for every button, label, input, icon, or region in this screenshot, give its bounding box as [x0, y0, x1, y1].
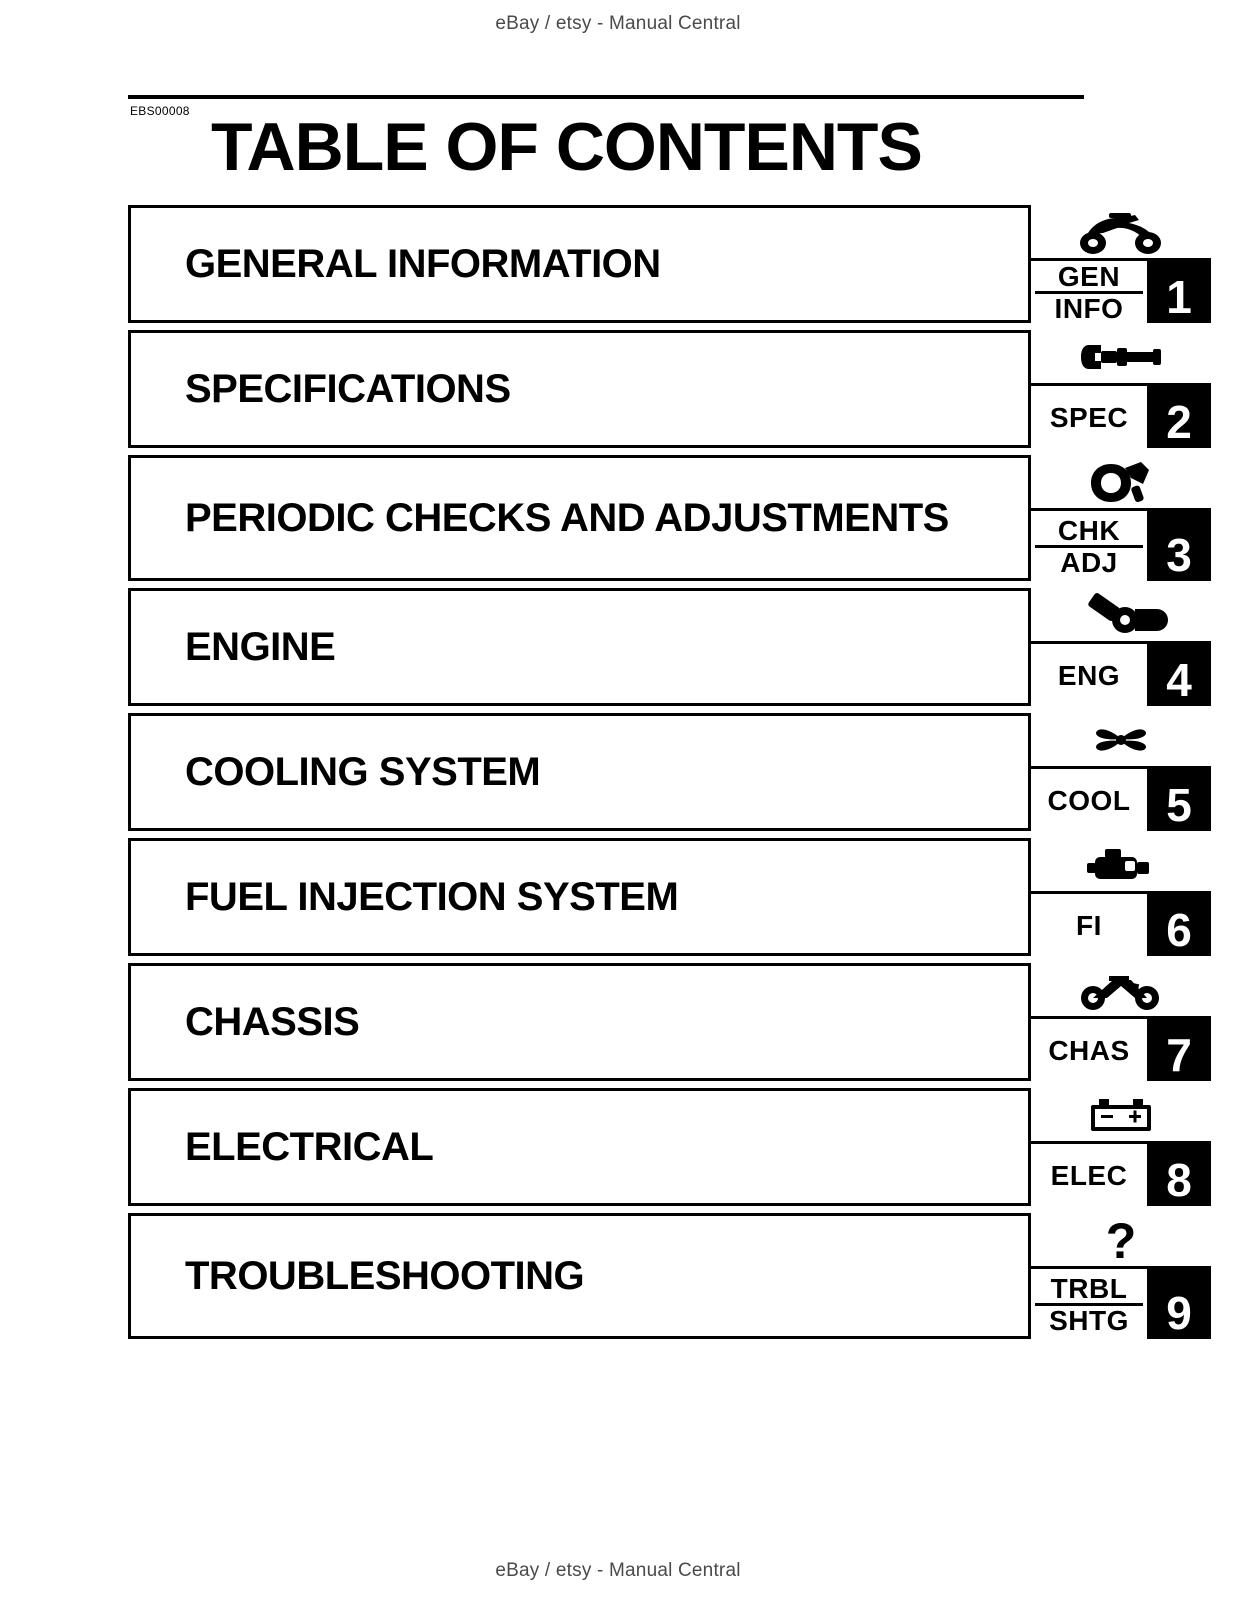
micrometer-icon	[1031, 330, 1211, 386]
toc-section-tab[interactable]	[1031, 1088, 1211, 1206]
toc-tab-number: 2	[1147, 386, 1211, 448]
toc-section-name: TROUBLESHOOTING	[185, 1253, 585, 1298]
toc-row[interactable]	[128, 838, 1211, 956]
toc-tab-abbr-line1: COOL	[1047, 784, 1131, 816]
toc-section-name: GENERAL INFORMATION	[185, 241, 661, 286]
toc-row[interactable]	[128, 330, 1211, 448]
toc-tab-number: 9	[1147, 1269, 1211, 1339]
toc-section-tab[interactable]	[1031, 1213, 1211, 1339]
toc-tab-abbr	[1031, 894, 1147, 956]
toc-tab-bottom	[1031, 1269, 1211, 1339]
toc-section-name: ENGINE	[185, 624, 336, 669]
toc-tab-abbr	[1031, 511, 1147, 581]
toc-tab-bottom	[1031, 769, 1211, 831]
toc-tab-number: 1	[1147, 261, 1211, 323]
toc-tab-abbr	[1031, 644, 1147, 706]
toc-row-label[interactable]	[128, 455, 1031, 581]
toc-tab-number: 6	[1147, 894, 1211, 956]
document-id: EBS00008	[130, 104, 190, 118]
toc-section-tab[interactable]	[1031, 588, 1211, 706]
toc-section-tab[interactable]	[1031, 330, 1211, 448]
toc-section-name: CHASSIS	[185, 999, 360, 1044]
toc-tab-abbr-line1: ELEC	[1050, 1159, 1128, 1191]
toc-section-tab[interactable]	[1031, 455, 1211, 581]
toc-tab-bottom	[1031, 894, 1211, 956]
toc-tab-bottom	[1031, 1144, 1211, 1206]
toc-tab-abbr-line2: ADJ	[1035, 545, 1143, 577]
table-of-contents	[128, 205, 1211, 1339]
wrench-icon	[1031, 455, 1211, 511]
document-page	[128, 95, 1192, 1346]
toc-tab-abbr	[1031, 1144, 1147, 1206]
toc-tab-abbr-line1: TRBL	[1050, 1272, 1128, 1304]
toc-row[interactable]	[128, 588, 1211, 706]
toc-section-tab[interactable]	[1031, 205, 1211, 323]
page-title: TABLE OF CONTENTS	[211, 109, 922, 185]
toc-tab-abbr-line1: CHAS	[1048, 1034, 1130, 1066]
toc-section-name: SPECIFICATIONS	[185, 366, 511, 411]
battery-icon	[1031, 1088, 1211, 1144]
toc-tab-bottom	[1031, 511, 1211, 581]
toc-tab-abbr-line2: INFO	[1035, 291, 1143, 323]
toc-tab-number: 7	[1147, 1019, 1211, 1081]
toc-row[interactable]	[128, 455, 1211, 581]
toc-tab-abbr	[1031, 261, 1147, 323]
toc-tab-bottom	[1031, 261, 1211, 323]
toc-tab-bottom	[1031, 1019, 1211, 1081]
toc-tab-abbr-line1: GEN	[1057, 260, 1121, 292]
toc-row-label[interactable]	[128, 1088, 1031, 1206]
toc-section-tab[interactable]	[1031, 713, 1211, 831]
toc-tab-abbr	[1031, 1019, 1147, 1081]
toc-tab-abbr-line1: SPEC	[1049, 401, 1129, 433]
toc-section-name: COOLING SYSTEM	[185, 749, 541, 794]
toc-row[interactable]	[128, 713, 1211, 831]
toc-tab-bottom	[1031, 386, 1211, 448]
toc-tab-abbr-line1: CHK	[1057, 514, 1121, 546]
toc-tab-bottom	[1031, 644, 1211, 706]
toc-section-name: FUEL INJECTION SYSTEM	[185, 874, 679, 919]
toc-tab-number: 8	[1147, 1144, 1211, 1206]
toc-tab-abbr	[1031, 1269, 1147, 1339]
toc-row[interactable]	[128, 205, 1211, 323]
fan-icon	[1031, 713, 1211, 769]
toc-tab-abbr	[1031, 386, 1147, 448]
toc-tab-number: 5	[1147, 769, 1211, 831]
toc-row[interactable]	[128, 1213, 1211, 1339]
watermark-bottom: eBay / etsy - Manual Central	[495, 1560, 741, 1581]
toc-section-name: PERIODIC CHECKS AND ADJUSTMENTS	[185, 495, 949, 540]
toc-row-label[interactable]	[128, 838, 1031, 956]
toc-tab-number: 3	[1147, 511, 1211, 581]
toc-row-label[interactable]	[128, 713, 1031, 831]
chassis-frame-icon	[1031, 963, 1211, 1019]
toc-row-label[interactable]	[128, 588, 1031, 706]
piston-icon	[1031, 588, 1211, 644]
toc-row-label[interactable]	[128, 963, 1031, 1081]
toc-tab-number: 4	[1147, 644, 1211, 706]
toc-row[interactable]	[128, 1088, 1211, 1206]
toc-section-name: ELECTRICAL	[185, 1124, 434, 1169]
throttle-body-icon	[1031, 838, 1211, 894]
toc-row-label[interactable]	[128, 205, 1031, 323]
toc-tab-abbr-line1: ENG	[1057, 659, 1121, 691]
toc-tab-abbr-line2: SHTG	[1035, 1303, 1143, 1335]
question-mark-icon	[1031, 1213, 1211, 1269]
toc-row-label[interactable]	[128, 330, 1031, 448]
atv-icon	[1031, 205, 1211, 261]
watermark-top: eBay / etsy - Manual Central	[495, 13, 741, 34]
toc-row-label[interactable]	[128, 1213, 1031, 1339]
svg-text:?: ?	[1105, 1215, 1137, 1264]
toc-row[interactable]	[128, 963, 1211, 1081]
header-rule	[128, 95, 1084, 99]
toc-tab-abbr	[1031, 769, 1147, 831]
toc-tab-abbr-line1: FI	[1076, 909, 1102, 941]
toc-section-tab[interactable]	[1031, 838, 1211, 956]
toc-section-tab[interactable]	[1031, 963, 1211, 1081]
